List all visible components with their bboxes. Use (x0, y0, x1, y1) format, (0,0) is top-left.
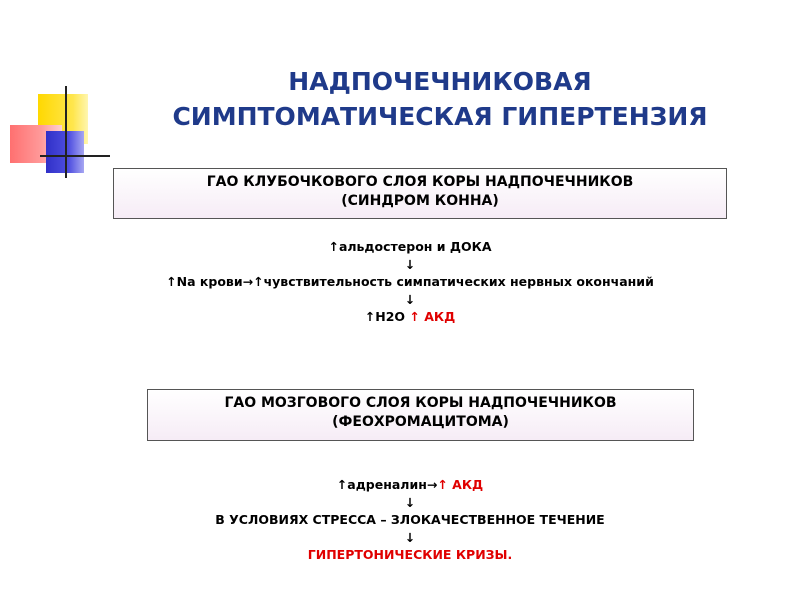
arrow-up-icon: ↑ (328, 239, 339, 254)
arrow-down-icon: ↓ (404, 494, 416, 510)
flow-pheo (100, 476, 720, 564)
flow2-step-1-text-a: адреналин (347, 477, 427, 492)
arrow-up-icon: ↑ (364, 309, 376, 324)
flow1-step-2 (100, 273, 720, 291)
box2-line-1: ГАО МОЗГОВОГО СЛОЯ КОРЫ НАДПОЧЕЧНИКОВ (224, 395, 617, 411)
box1-line-1: ГАО КЛУБОЧКОВОГО СЛОЯ КОРЫ НАДПОЧЕЧНИКОВ (206, 174, 634, 190)
arrow-up-icon: ↑ (409, 309, 420, 324)
arrow-up-icon: ↑ (336, 477, 348, 492)
decorative-squares (0, 0, 120, 190)
horizontal-line (40, 155, 110, 157)
arrow-down-icon: ↓ (404, 256, 416, 272)
box2-line-2: (ФЕОХРОМАЦИТОМА) (332, 414, 509, 430)
arrow-right-icon: → (426, 477, 438, 492)
arrow-up-icon: ↑ (437, 477, 448, 492)
flow1-step-2-text-a: Na крови (176, 274, 243, 289)
arrow-right-icon: → (242, 274, 254, 289)
flow-conn (100, 238, 720, 326)
flow1-step-3-text-a: H2O (375, 309, 410, 324)
flow1-step-3-text-b: АКД (419, 309, 456, 324)
vertical-line (65, 86, 67, 178)
arrow-up-icon: ↑ (166, 274, 177, 289)
slide-title (120, 64, 760, 134)
title-line-2: СИМПТОМАТИЧЕСКАЯ ГИПЕРТЕНЗИЯ (172, 102, 708, 131)
flow2-step-3: ГИПЕРТОНИЧЕСКИЕ КРИЗЫ. (307, 547, 513, 562)
flow2-step-2: В УСЛОВИЯХ СТРЕССА – ЗЛОКАЧЕСТВЕННОЕ ТЕЧЕНИЕ (215, 512, 605, 527)
flow1-step-2-text-b: чувствительность симпатических нервных окончаний (263, 274, 654, 289)
flow2-step-1-text-b: АКД (447, 477, 484, 492)
flow1-step-3 (100, 308, 720, 326)
box-pheochromocytoma (147, 389, 694, 441)
arrow-down-icon: ↓ (404, 291, 416, 307)
arrow-up-icon: ↑ (253, 274, 264, 289)
arrow-down-icon: ↓ (404, 529, 416, 545)
box1-line-2: (СИНДРОМ КОННА) (341, 193, 499, 209)
title-line-1: НАДПОЧЕЧНИКОВАЯ (288, 67, 592, 96)
flow1-step-1-text: альдостерон и ДОКА (338, 239, 492, 254)
box-conn-syndrome (113, 168, 727, 219)
flow2-step-1 (100, 476, 720, 494)
flow1-step-1 (100, 238, 720, 256)
